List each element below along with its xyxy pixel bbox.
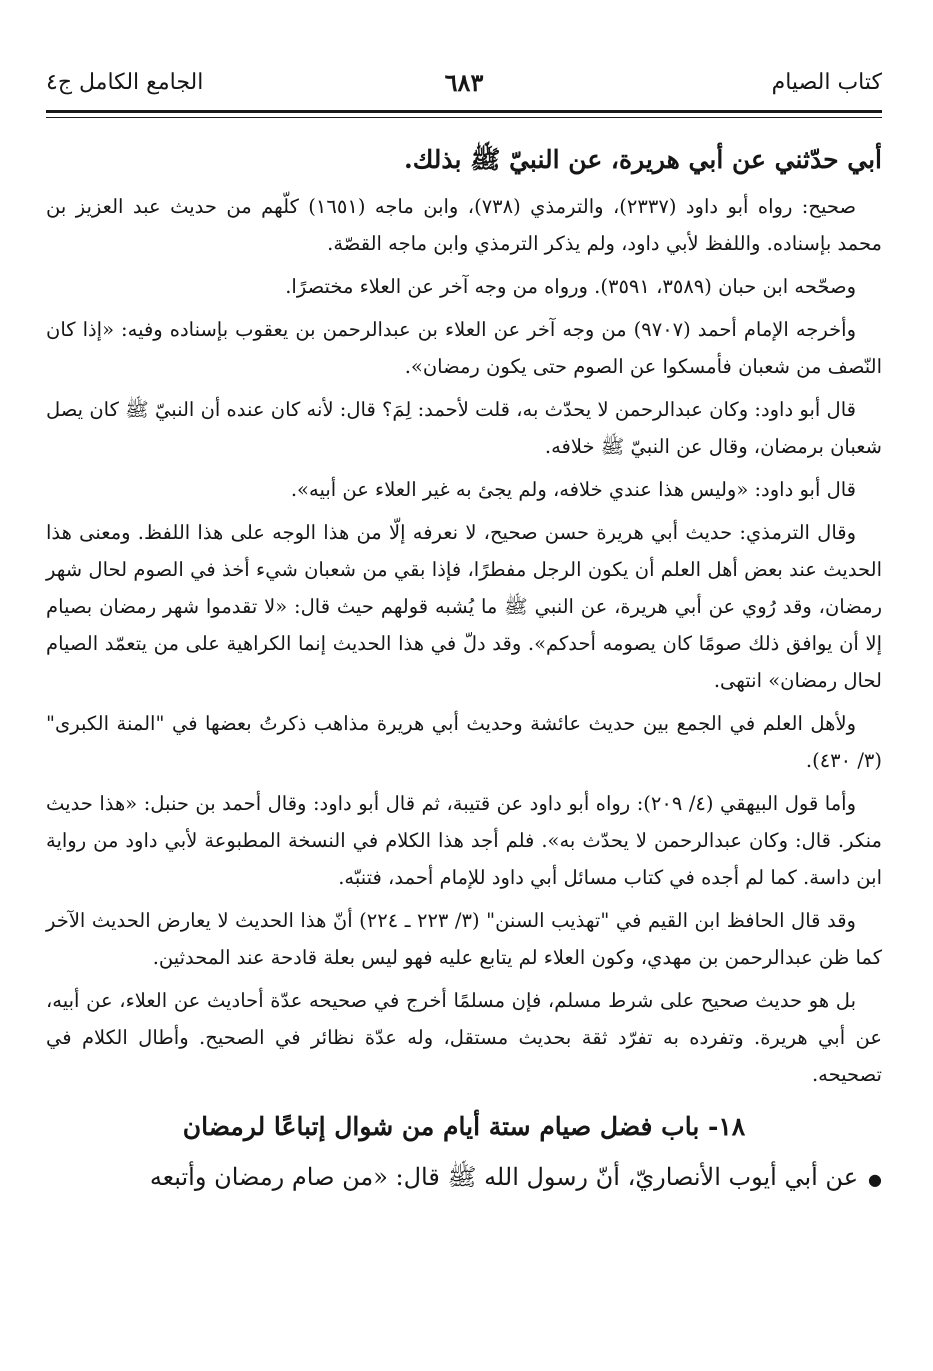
lead-line: أبي حدّثني عن أبي هريرة، عن النبيّ ﷺ بذلك.: [404, 145, 882, 174]
paragraph-9: وقد قال الحافظ ابن القيم في "تهذيب السنن" (٣/ ٢٢٣ ـ ٢٢٤) أنّ هذا الحديث لا يعارض الحديث الآخر كما ظن عبدالرحمن بن مهدي، وكون العلاء لم يتابع عليه فهو ليس بعلة قادحة عند المحدثين.: [46, 909, 882, 969]
paragraph-4: قال أبو داود: وكان عبدالرحمن لا يحدّث به، قلت لأحمد: لِمَ؟ قال: لأنه كان عنده أن النبيّ ﷺ كان يصل شعبان برمضان، وقال عن النبيّ ﷺ خلافه.: [46, 398, 882, 458]
chapter-heading: ١٨- باب فضل صيام ستة أيام من شوال إتباعًا لرمضان: [182, 1112, 746, 1141]
header-rule-thin: [46, 117, 882, 118]
bullet-icon: ●: [868, 1170, 882, 1189]
page-body: [46, 140, 882, 1200]
paragraph-3: وأخرجه الإمام أحمد (٩٧٠٧) من وجه آخر عن العلاء بن عبدالرحمن بن يعقوب بإسناده وفيه: «إذا كان النّصف من شعبان فأمسكوا عن الصوم حتى يكون رمضان».: [46, 318, 882, 378]
page-number: ٦٨٣: [444, 68, 484, 97]
paragraph-7: ولأهل العلم في الجمع بين حديث عائشة وحديث أبي هريرة مذاهب ذكرتُ بعضها في "المنة الكبرى" (٣/ ٤٣٠).: [46, 712, 882, 772]
paragraph-10: بل هو حديث صحيح على شرط مسلم، فإن مسلمًا أخرج في صحيحه عدّة أحاديث عن العلاء، عن أبيه، عن أبي هريرة. وتفرده به تفرّد ثقة بحديث مستقل، وله عدّة نظائر في الصحيح. وأطال الكلام في تصحيحه.: [46, 989, 882, 1086]
hadith-line: [46, 1157, 882, 1200]
paragraph-8: وأما قول البيهقي (٤/ ٢٠٩): رواه أبو داود عن قتيبة، ثم قال أبو داود: وقال أحمد بن حنبل: «هذا حديث منكر. قال: وكان عبدالرحمن لا يحدّث به». فلم أجد هذا الكلام في النسخة المطبوعة لأبي داود من رواية ابن داسة. كما لم أجده في كتاب مسائل أبي داود للإمام أحمد، فتنبّه.: [46, 792, 882, 889]
book-title: كتاب الصيام: [771, 70, 882, 95]
hadith-text: عن أبي أيوب الأنصاريّ، أنّ رسول الله ﷺ قال: «من صام رمضان وأتبعه: [149, 1163, 859, 1191]
book-page: [46, 62, 882, 1191]
page-header: [46, 62, 882, 112]
volume-title: الجامع الكامل ج٤: [46, 70, 204, 95]
paragraph-2: وصحّحه ابن حبان (٣٥٨٩، ٣٥٩١). ورواه من وجه آخر عن العلاء مختصرًا.: [285, 275, 856, 298]
paragraph-5: قال أبو داود: «وليس هذا عندي خلافه، ولم يجئ به غير العلاء عن أبيه».: [290, 478, 856, 501]
paragraph-6: وقال الترمذي: حديث أبي هريرة حسن صحيح، لا نعرفه إلّا من هذا الوجه على هذا اللفظ. ومعنى هذا الحديث عند بعض أهل العلم أن يكون الرجل مفطرًا، فإذا بقي من شعبان شيء أخذ في الصوم لحال شهر رمضان، وقد رُوي عن أبي هريرة، عن النبي ﷺ ما يُشبه قولهم حيث قال: «لا تقدموا شهر رمضان بصيام إلا أن يوافق ذلك صومًا كان يصومه أحدكم». وقد دلّ في هذا الحديث إنما الكراهية على من يتعمّد الصيام لحال رمضان» انتهى.: [46, 521, 882, 692]
paragraph-1: صحيح: رواه أبو داود (٢٣٣٧)، والترمذي (٧٣٨)، وابن ماجه (١٦٥١) كلّهم من حديث عبد العزيز بن محمد بإسناده. واللفظ لأبي داود، ولم يذكر الترمذي وابن ماجه القصّة.: [46, 195, 882, 255]
header-rule-thick: [46, 110, 882, 113]
